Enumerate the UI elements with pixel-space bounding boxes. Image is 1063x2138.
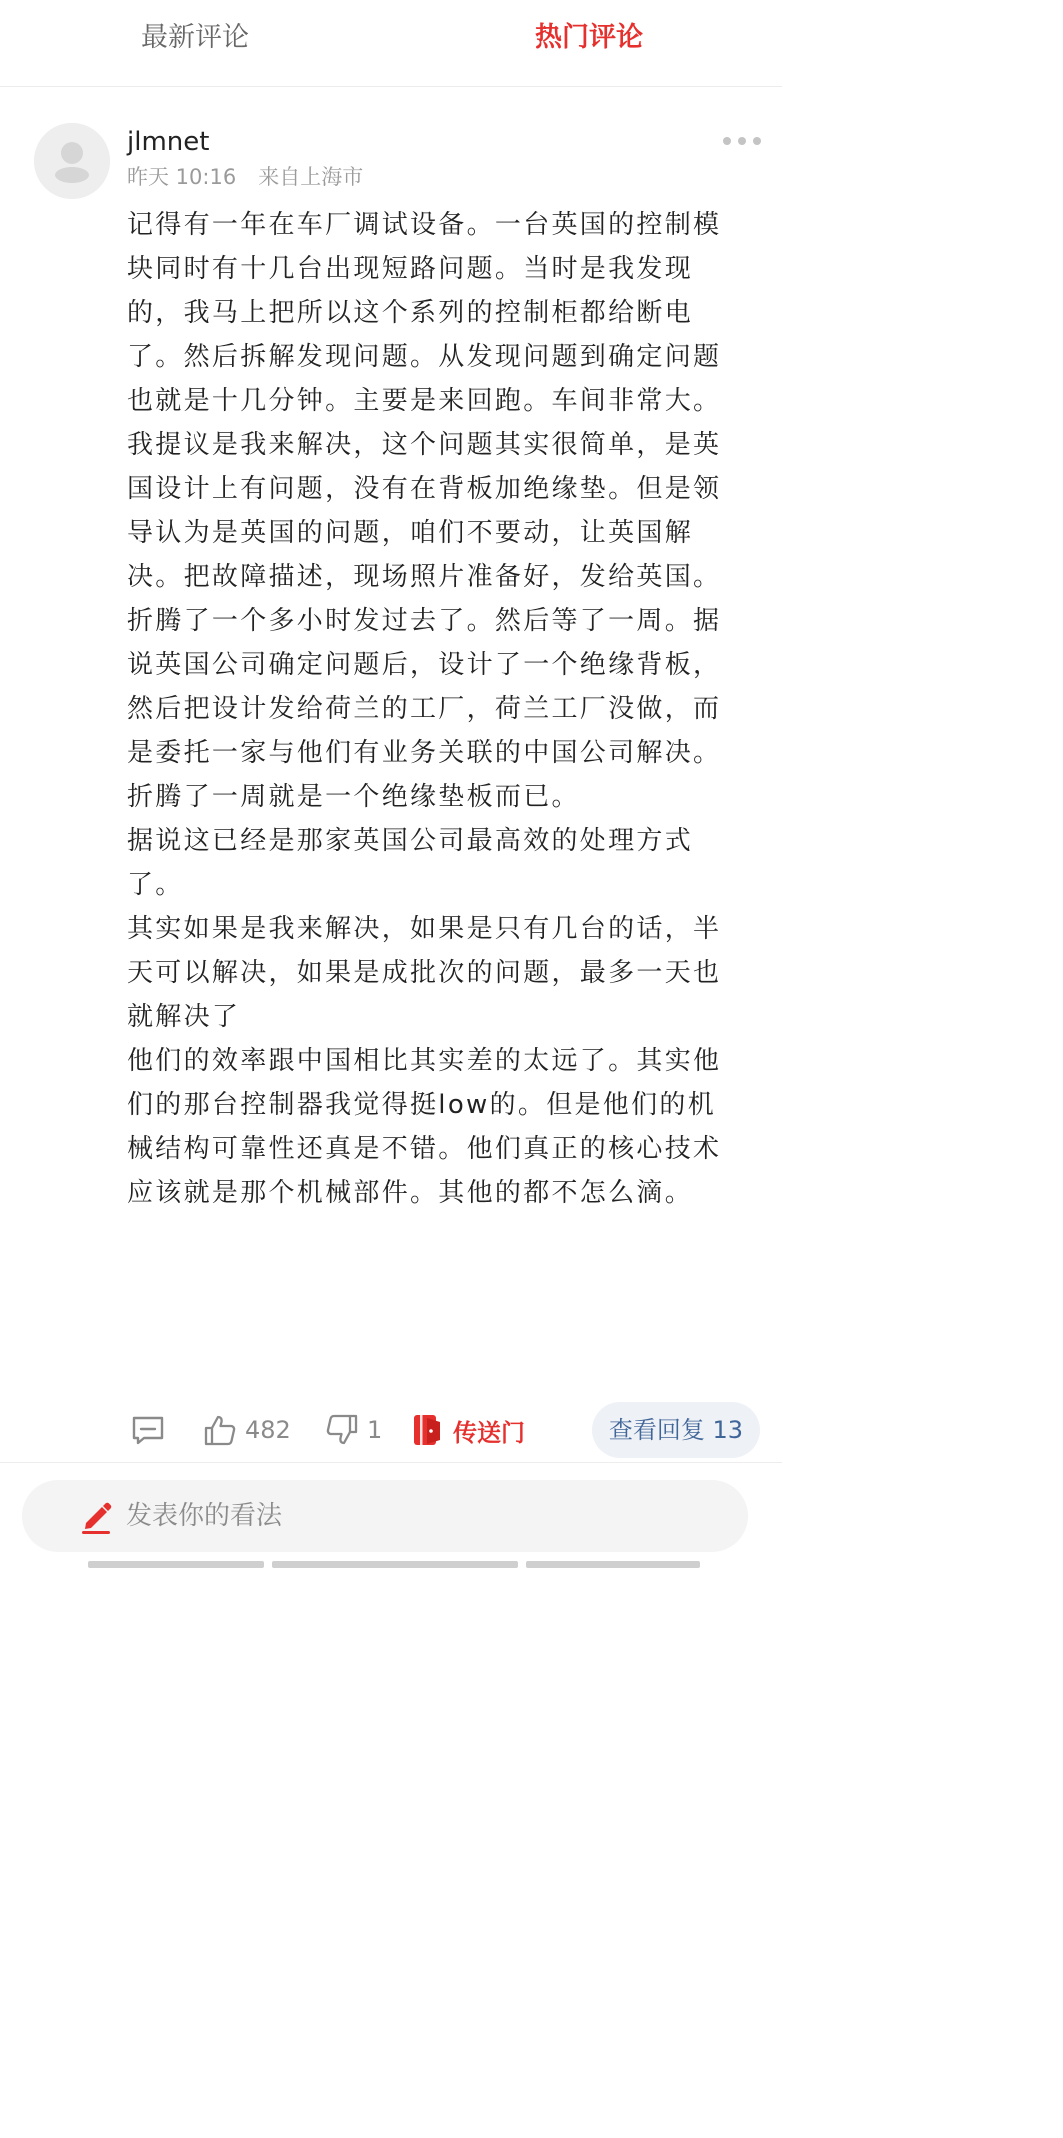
comment-item (0, 87, 782, 1463)
dislike-count: 1 (367, 1416, 383, 1444)
tab-hot-comments[interactable]: 热门评论 (535, 22, 643, 53)
comment-paragraph: 据说这已经是那家英国公司最高效的处理方式了。 (127, 826, 694, 900)
default-user-icon (34, 123, 110, 199)
comment-content (127, 203, 727, 1215)
thumbs-down-icon (325, 1413, 359, 1447)
portal-label: 传送门 (453, 1418, 525, 1447)
scroll-indicator (526, 1561, 700, 1568)
comment-actions (0, 1399, 782, 1461)
avatar[interactable] (34, 123, 110, 199)
view-replies-button[interactable]: 查看回复 13 (592, 1402, 760, 1458)
more-dots-icon[interactable] (720, 133, 764, 149)
pen-icon (76, 1496, 116, 1536)
comment-time: 昨天 10:16 (127, 165, 237, 189)
comment-bubble-icon (130, 1412, 166, 1448)
like-count: 482 (245, 1416, 291, 1444)
portal-door-icon (413, 1413, 443, 1447)
thumbs-up-icon (203, 1413, 237, 1447)
comment-paragraph: 记得有一年在车厂调试设备。一台英国的控制模块同时有十几台出现短路问题。当时是我发现的，我马上把所以这个系列的控制柜都给断电了。然后拆解发现问题。从发现问题到确定问题也就是十几分钟。主要是来回跑。车间非常大。 (127, 210, 722, 416)
divider (0, 1462, 782, 1463)
comment-input-bar[interactable] (22, 1480, 748, 1552)
comment-paragraph: 他们的效率跟中国相比其实差的太远了。其实他们的那台控制器我觉得挺low的。但是他们的机械结构可靠性还真是不错。他们真正的核心技术应该就是那个机械部件。其他的都不怎么滴。 (127, 1046, 722, 1208)
like-button[interactable] (203, 1399, 291, 1461)
comment-location: 来自上海市 (258, 165, 364, 189)
scroll-indicator (88, 1561, 264, 1568)
comment-input-placeholder: 发表你的看法 (126, 1501, 283, 1531)
comment-meta (127, 163, 363, 191)
comment-paragraph: 我提议是我来解决，这个问题其实很简单，是英国设计上有问题，没有在背板加绝缘垫。但是领导认为是英国的问题，咱们不要动，让英国解决。把故障描述，现场照片准备好，发给英国。 (127, 430, 722, 592)
comment-author[interactable]: jlmnet (127, 127, 210, 157)
dislike-button[interactable] (325, 1399, 382, 1461)
comment-paragraph: 折腾了一个多小时发过去了。然后等了一周。据说英国公司确定问题后，设计了一个绝缘背板，然后把设计发给荷兰的工厂，荷兰工厂没做，而是委托一家与他们有业务关联的中国公司解决。折腾了一周就是一个绝缘垫板而已。 (127, 606, 722, 812)
reply-button[interactable] (130, 1399, 166, 1461)
comment-tabs (0, 0, 782, 87)
portal-button[interactable] (413, 1399, 525, 1461)
scroll-indicator (272, 1561, 518, 1568)
tab-latest-comments[interactable]: 最新评论 (141, 22, 249, 53)
comment-paragraph: 其实如果是我来解决，如果是只有几台的话，半天可以解决，如果是成批次的问题，最多一天也就解决了 (127, 914, 722, 1032)
